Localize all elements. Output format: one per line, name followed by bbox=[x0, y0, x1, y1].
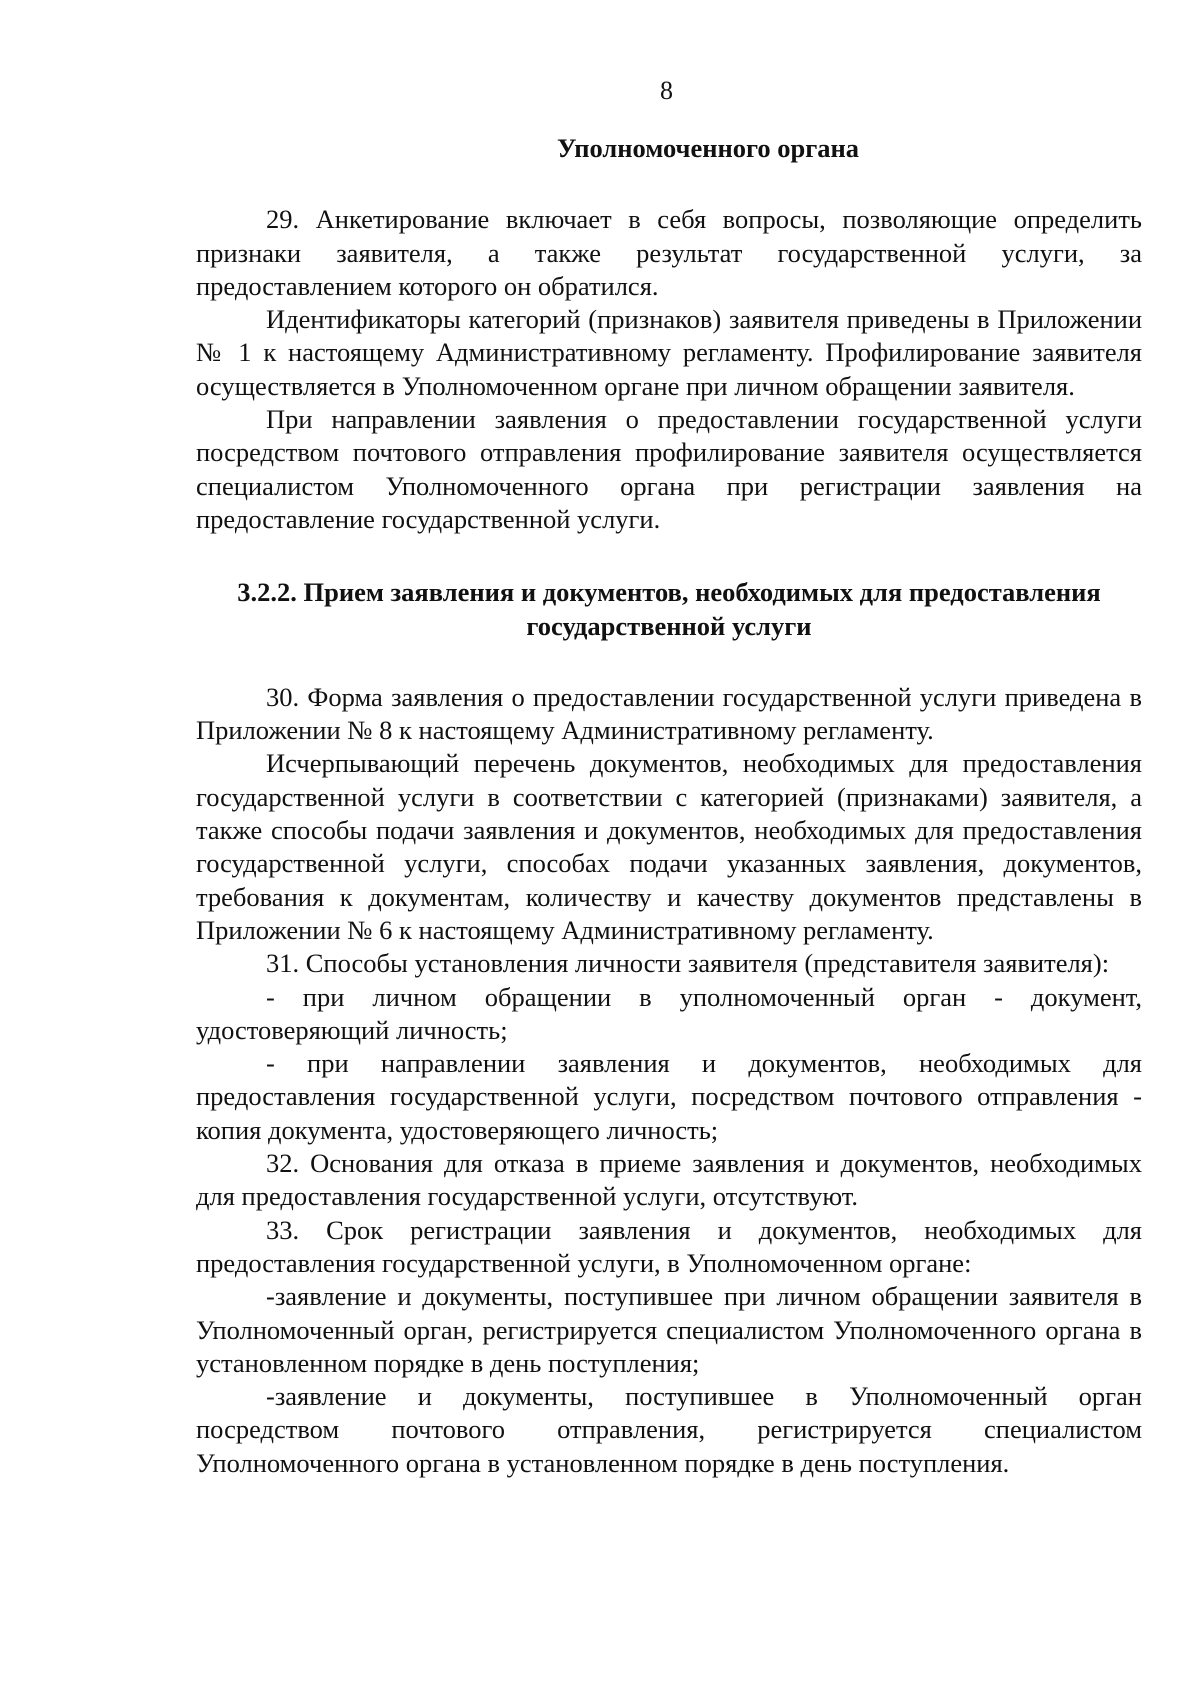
paragraph-documents-list: Исчерпывающий перечень документов, необходимых для предоставления государственной услуги в соответствии с категорией (признаками) заявителя, а также способы подачи заявления и документов, необходимых для предоставления государственной услуги, способах подачи указанных заявления, документов, требования к документам, количеству и качеству документов представлены в Приложении № 6 к настоящему Административному регламенту. bbox=[196, 748, 1142, 945]
paragraph-29: 29. Анкетирование включает в себя вопросы, позволяющие определить признаки заявителя, а также результат государственной услуги, за предоставлением которого он обратился. bbox=[196, 204, 1142, 301]
paragraph-33: 33. Срок регистрации заявления и документов, необходимых для предоставления государственной услуги, в Уполномоченном органе: bbox=[196, 1214, 1142, 1278]
paragraph-32: 32. Основания для отказа в приеме заявления и документов, необходимых для предоставления государственной услуги, отсутствуют. bbox=[196, 1148, 1142, 1212]
heading-authorized-body: Уполномоченного органа bbox=[556, 133, 860, 163]
document-body bbox=[196, 132, 1142, 1480]
list-item-registration-postal: -заявление и документы, поступившее в Уполномоченный орган посредством почтового отправления, регистрируется специалистом Уполномоченного органа в установленном порядке в день поступления. bbox=[196, 1381, 1142, 1478]
list-item-postal: - при направлении заявления и документов, необходимых для предоставления государственной услуги, посредством почтового отправления - копия документа, удостоверяющего личность; bbox=[196, 1048, 1142, 1145]
section-heading-line2: государственной услуги bbox=[526, 610, 812, 641]
page-number: 8 bbox=[660, 76, 673, 105]
paragraph-postal-profiling: При направлении заявления о предоставлении государственной услуги посредством почтового отправления профилирование заявителя осуществляется специалистом Уполномоченного органа при регистрации заявления на предоставление государственной услуги. bbox=[196, 404, 1142, 534]
paragraph-identifiers: Идентификаторы категорий (признаков) заявителя приведены в Приложении № 1 к настоящему Административному регламенту. Профилирование заявителя осуществляется в Уполномоченном органе при личном обращении заявителя. bbox=[196, 304, 1142, 401]
section-heading-3-2-2 bbox=[196, 576, 1142, 643]
list-item-registration-personal: -заявление и документы, поступившее при личном обращении заявителя в Уполномоченный орган, регистрируется специалистом Уполномоченного органа в установленном порядке в день поступления; bbox=[196, 1281, 1142, 1378]
section-heading-line1: 3.2.2. Прием заявления и документов, необходимых для предоставления bbox=[237, 577, 1101, 608]
paragraph-30: 30. Форма заявления о предоставлении государственной услуги приведена в Приложении № 8 к настоящему Административному регламенту. bbox=[196, 681, 1142, 746]
list-item-personal-visit: - при личном обращении в уполномоченный орган - документ, удостоверяющий личность; bbox=[196, 981, 1142, 1045]
paragraph-31: 31. Способы установления личности заявителя (представителя заявителя): bbox=[266, 948, 1110, 979]
